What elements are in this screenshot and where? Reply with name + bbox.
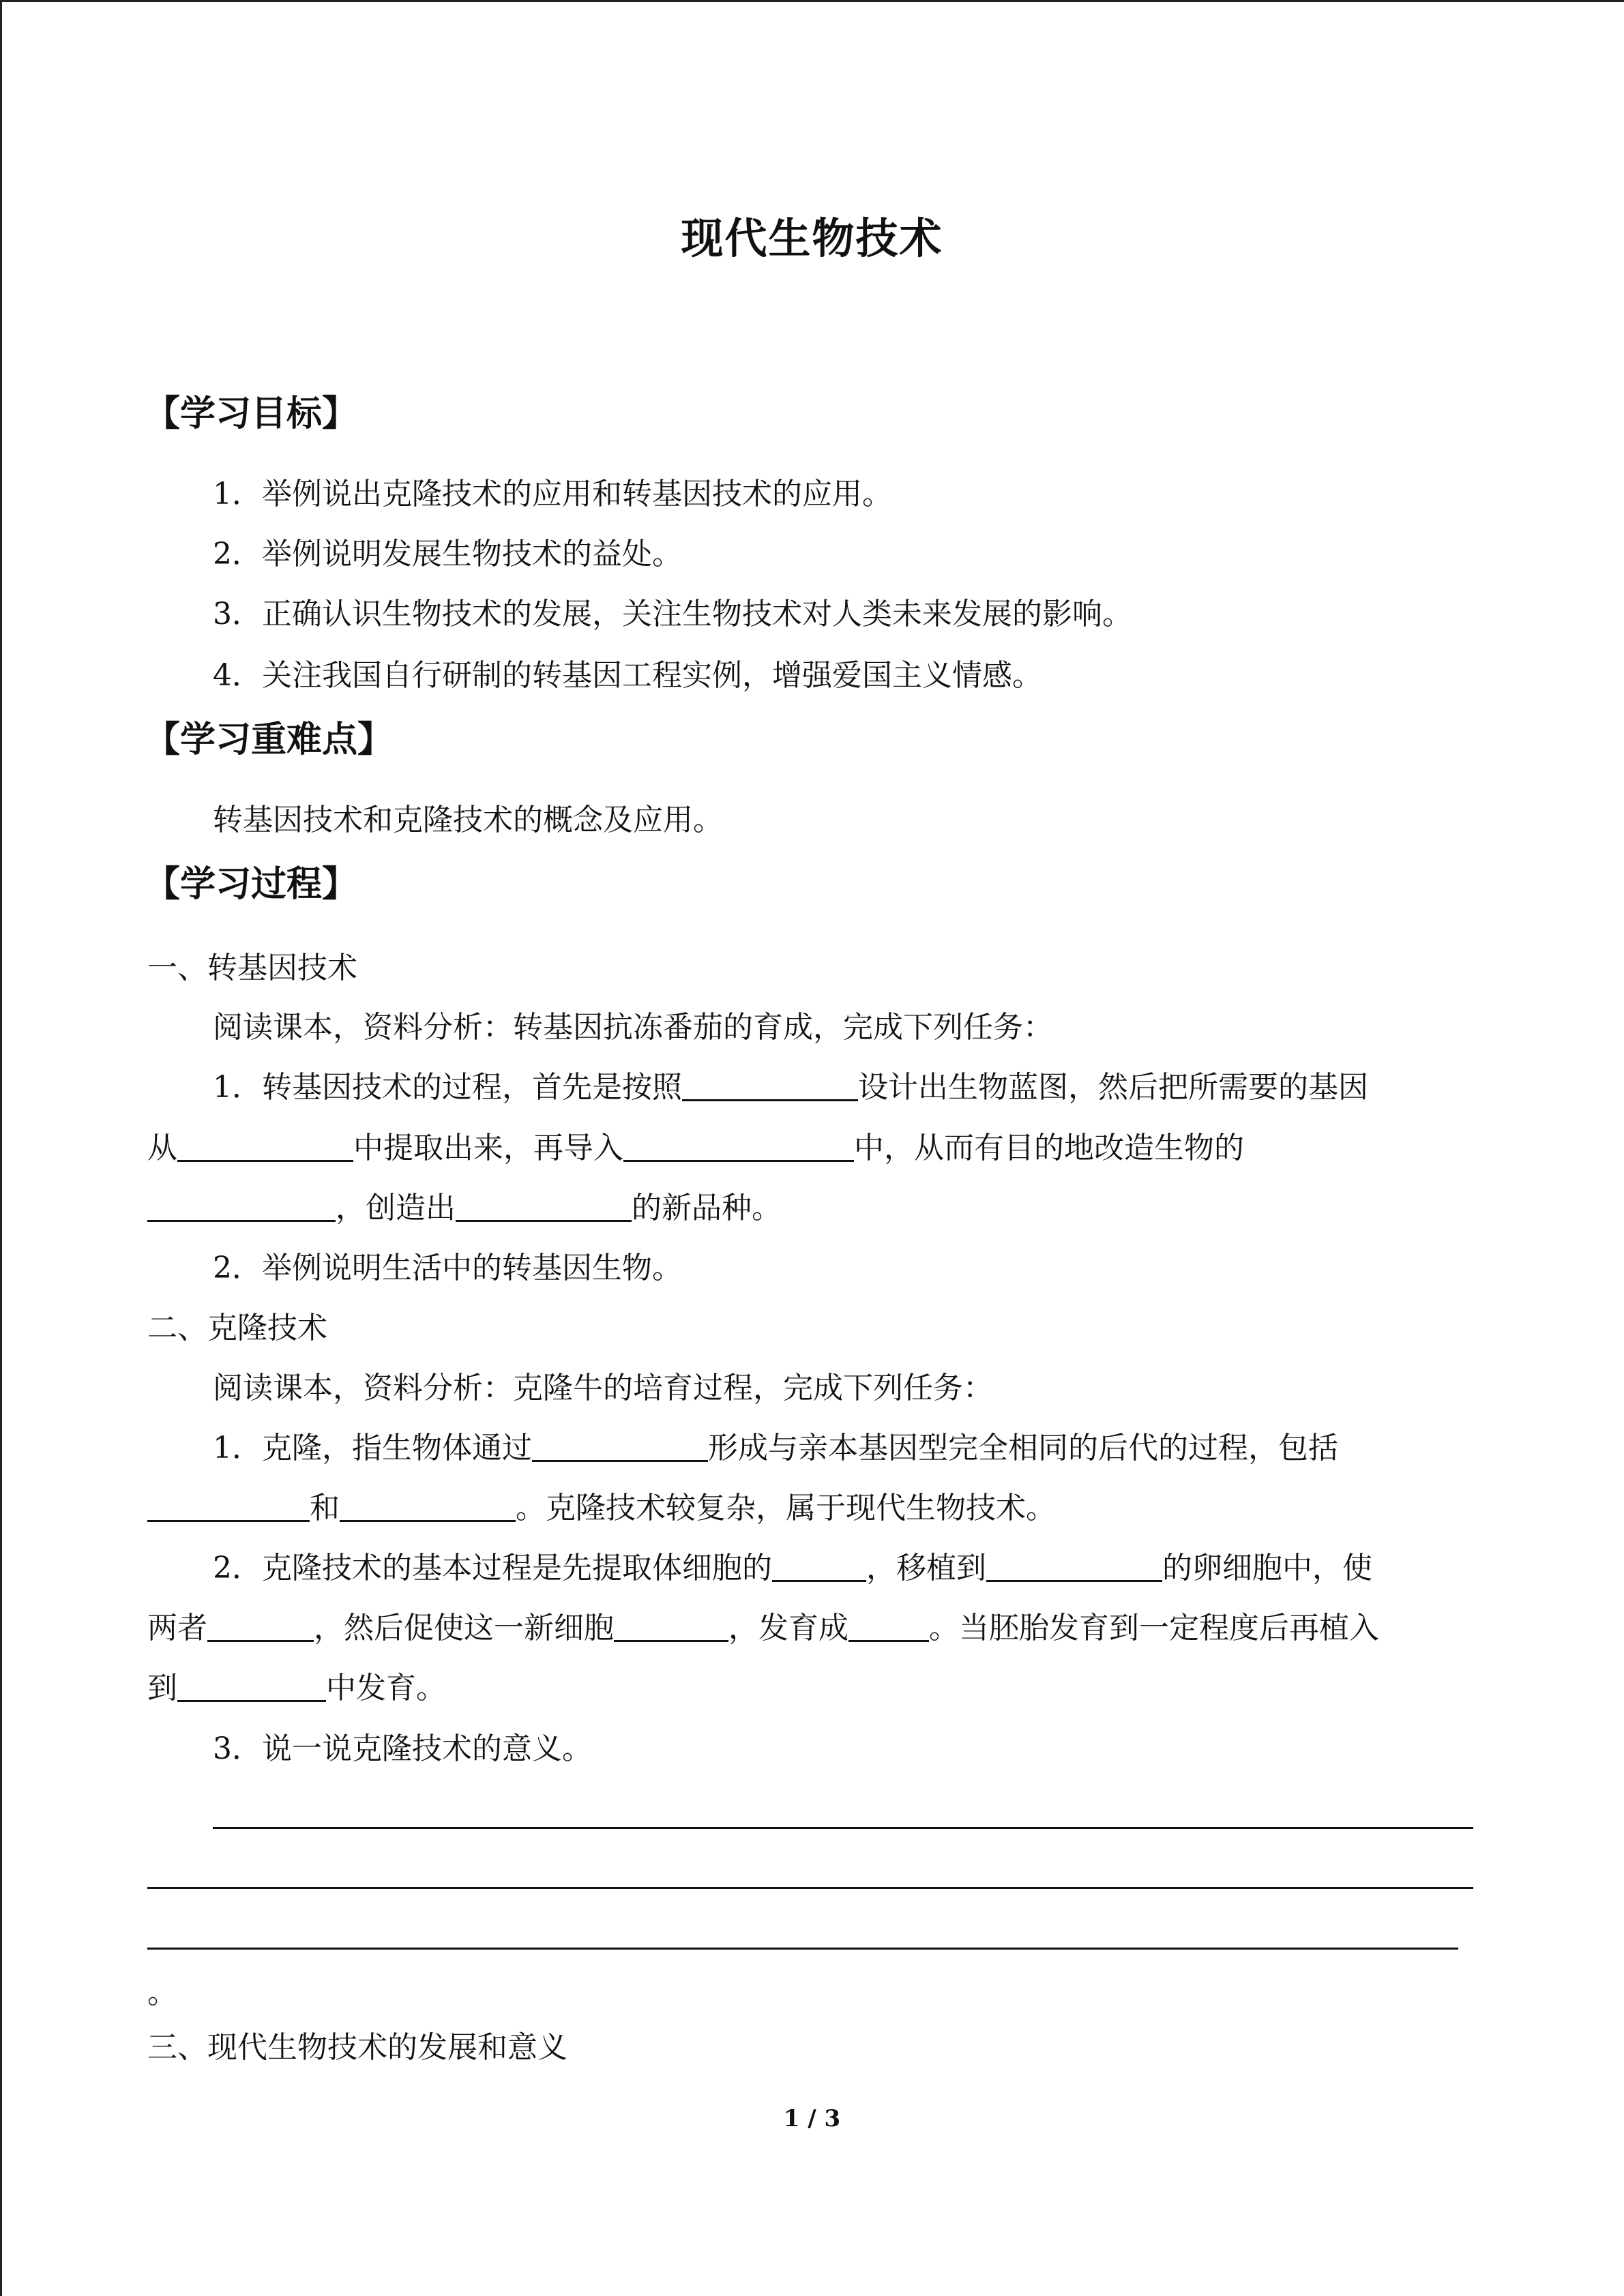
part2-q2-text-f: ，发育成 [728, 1611, 848, 1645]
page-top-border [0, 0, 1624, 2]
part1-q1-text-e: 中，从而有目的地改造生物的 [854, 1131, 1244, 1165]
part2-q2-text-c: 的卵细胞中，使 [1162, 1551, 1372, 1585]
heading-key-points: 【学习重难点】 [145, 719, 394, 760]
part1-q1-text-b: 设计出生物蓝图，然后把所需要的基因 [858, 1070, 1368, 1105]
part1-q1-text-g: 的新品种。 [632, 1191, 782, 1225]
page-left-border [0, 0, 2, 2296]
heading-objectives: 【学习目标】 [145, 393, 358, 434]
part2-q1-text-a: 1．克隆，指生物体通过 [213, 1431, 532, 1465]
part2-q2-text-d: 两者 [147, 1611, 207, 1645]
key-points-text: 转基因技术和克隆技术的概念及应用。 [213, 803, 723, 837]
part1-q1-line2 [147, 1128, 1244, 1169]
part2-q1-text-d: 。克隆技术较复杂，属于现代生物技术。 [516, 1491, 1056, 1525]
answer-end-mark: 。 [147, 1976, 177, 2010]
fill-blank[interactable] [147, 1191, 336, 1222]
answer-line[interactable] [213, 1827, 1473, 1829]
part2-q2-text-i: 中发育。 [326, 1671, 446, 1705]
part1-q2: 2．举例说明生活中的转基因生物。 [213, 1251, 682, 1285]
part3-title: 三、现代生物技术的发展和意义 [147, 2030, 567, 2065]
part2-q1-line2 [147, 1488, 1056, 1529]
part2-q2-text-g: 。当胚胎发育到一定程度后再植入 [929, 1611, 1379, 1645]
answer-line[interactable] [147, 1948, 1458, 1950]
part2-q2-text-a: 2．克隆技术的基本过程是先提取体细胞的 [213, 1551, 772, 1585]
part2-q2-text-b: ，移植到 [866, 1551, 986, 1585]
fill-blank[interactable] [986, 1551, 1162, 1582]
fill-blank[interactable] [207, 1611, 314, 1642]
fill-blank[interactable] [623, 1131, 854, 1162]
part2-q3: 3．说一说克隆技术的意义。 [213, 1731, 592, 1766]
part1-q1-line3 [147, 1188, 782, 1229]
answer-line[interactable] [147, 1887, 1473, 1889]
part2-q2-line1 [213, 1548, 1372, 1589]
heading-process: 【学习过程】 [145, 864, 358, 905]
objective-item-1: 1．举例说出克隆技术的应用和转基因技术的应用。 [213, 477, 892, 511]
fill-blank[interactable] [532, 1431, 708, 1462]
part2-q2-line3 [147, 1668, 446, 1709]
part2-intro: 阅读课本，资料分析：克隆牛的培育过程，完成下列任务： [213, 1371, 993, 1405]
part1-q1-text-f: ，创造出 [336, 1191, 456, 1225]
objective-item-3: 3．正确认识生物技术的发展，关注生物技术对人类未来发展的影响。 [213, 597, 1132, 631]
fill-blank[interactable] [772, 1551, 866, 1582]
fill-blank[interactable] [177, 1131, 353, 1162]
fill-blank[interactable] [340, 1491, 516, 1522]
fill-blank[interactable] [614, 1611, 728, 1642]
fill-blank[interactable] [682, 1071, 858, 1101]
part1-q1-text-d: 中提取出来，再导入 [353, 1131, 623, 1165]
page-number: 1 / 3 [783, 2105, 841, 2132]
part2-q2-line2 [147, 1608, 1379, 1649]
part2-q1-text-c: 和 [310, 1491, 340, 1525]
part1-q1-text-a: 1．转基因技术的过程，首先是按照 [213, 1070, 682, 1105]
fill-blank[interactable] [848, 1611, 929, 1642]
part2-q1-text-b: 形成与亲本基因型完全相同的后代的过程，包括 [708, 1431, 1338, 1465]
objective-item-4: 4．关注我国自行研制的转基因工程实例，增强爱国主义情感。 [213, 658, 1042, 693]
part1-intro: 阅读课本，资料分析：转基因抗冻番茄的育成，完成下列任务： [213, 1010, 1053, 1045]
fill-blank[interactable] [177, 1671, 326, 1702]
part1-title: 一、转基因技术 [147, 951, 357, 985]
part2-q2-text-e: ，然后促使这一新细胞 [314, 1611, 614, 1645]
part2-q1-line1 [213, 1428, 1338, 1469]
page-title: 现代生物技术 [681, 213, 943, 263]
part1-q1-line1 [213, 1067, 1368, 1108]
part2-title: 二、克隆技术 [147, 1311, 327, 1345]
part2-q2-text-h: 到 [147, 1671, 177, 1705]
fill-blank[interactable] [456, 1191, 632, 1222]
objective-item-2: 2．举例说明发展生物技术的益处。 [213, 537, 682, 571]
fill-blank[interactable] [147, 1491, 310, 1522]
part1-q1-text-c: 从 [147, 1131, 177, 1165]
